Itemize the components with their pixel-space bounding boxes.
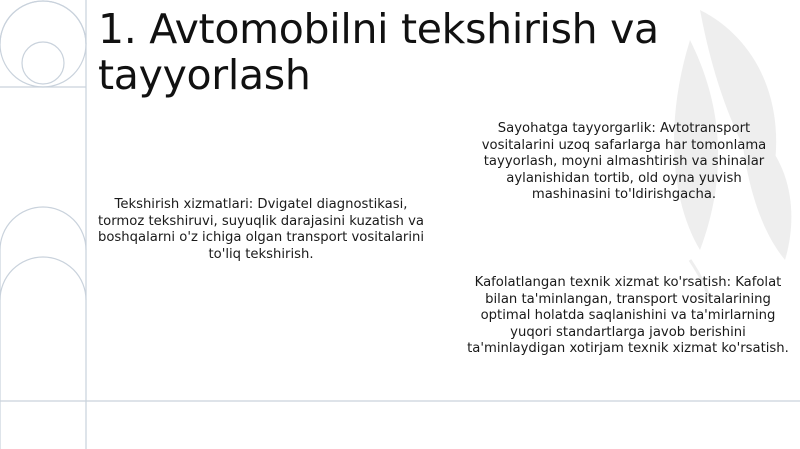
text-block-kafolat: Kafolatlangan texnik xizmat ko'rsatish: Kafolat bilan ta'minlangan, transport vositalarining optimal holatda saqlanishini va ta'mirlarning yuqori standartlarga javob berishini ta'minlaydigan xotirjam texnik xizmat ko'rsatish.: [467, 275, 789, 356]
text-block-tekshirish: Tekshirish xizmatlari: Dvigatel diagnostikasi, tormoz tekshiruvi, suyuqlik darajasini kuzatish va boshqalarni o'z ichiga olgan transport vositalarini to'liq tekshirish.: [97, 197, 425, 262]
slide-title: 1. Avtomobilni tekshirish va tayyorlash: [98, 5, 659, 99]
text-block-sayohat: Sayohatga tayyorgarlik: Avtotransport vositalarini uzoq safarlarga har tomonlama tayyorlash, moyni almashtirish va shinalar aylanishidan tortib, old oyna yuvish mashinasini to'ldirishgacha.: [481, 121, 767, 202]
